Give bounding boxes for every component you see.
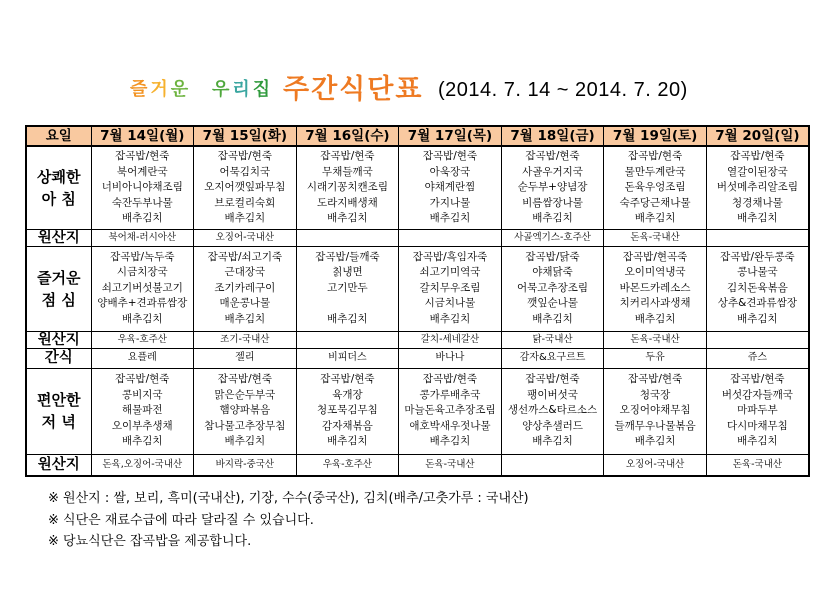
menu-item: 배추김치: [121, 435, 163, 448]
menu-item: 다시마채무침: [726, 419, 788, 432]
menu-item: 배추김치: [737, 212, 778, 224]
menu-item: 배추김치: [429, 312, 471, 325]
meal-label-line: 즐거운: [37, 268, 81, 287]
menu-item: 배추김치: [224, 212, 266, 224]
dinner-cell-tue: [194, 368, 297, 454]
menu-item: 배추김치: [121, 212, 163, 224]
menu-item: 잡곡밥/현죽: [627, 150, 683, 162]
menu-item: 잡곡밥/현죽: [217, 150, 272, 162]
origin-cell-thu: 갈치-세네갈산: [399, 331, 502, 348]
menu-item: 비름쌈장나물: [522, 196, 583, 209]
menu-item: 배추김치: [737, 435, 778, 448]
menu-item: 해물파전: [121, 404, 163, 417]
header-row: [26, 126, 809, 146]
menu-item: 잡곡밥/현죽: [217, 373, 272, 386]
menu-item: 양상추샐러드: [522, 419, 583, 432]
breakfast-cell-tue: [194, 146, 297, 229]
menu-item: 배추김치: [634, 212, 676, 224]
menu-item: 잡곡밥/현죽: [320, 150, 375, 162]
menu-item: 배추김치: [429, 212, 471, 224]
dinner-cell-mon: [91, 368, 194, 454]
menu-item: 치커리사과생채: [619, 297, 691, 310]
menu-item: 매운콩나물: [219, 297, 271, 310]
menu-item: 버섯메추리알조림: [716, 181, 798, 193]
origin-cell-sat: 돈육-국내산: [604, 331, 707, 348]
menu-item: 배추김치: [121, 312, 163, 325]
menu-item: 오이부추생채: [111, 419, 173, 432]
menu-item: 배추김치: [532, 435, 573, 448]
breakfast-cell-sun: [706, 146, 809, 229]
menu-item: 돈육우엉조림: [624, 181, 686, 193]
origin-label: 원산지: [26, 229, 91, 246]
meal-label-line: 점 심: [41, 290, 76, 309]
meal-label-line: 상쾌한: [37, 167, 81, 186]
origin-cell-sun: [706, 229, 809, 246]
origin-cell-mon: 우육-호주산: [91, 331, 194, 348]
menu-item: 배추김치: [224, 435, 266, 448]
day-header-sat: 7월 19일(토): [604, 126, 707, 146]
note-line: ※ 당뇨식단은 잡곡밥을 제공합니다.: [48, 534, 252, 549]
dinner-cell-wed: [296, 368, 399, 454]
origin-cell-wed: [296, 331, 399, 348]
day-header-label: 요일: [26, 126, 91, 146]
origin-cell-sun: [706, 331, 809, 348]
day-header-fri: 7월 18일(금): [501, 126, 604, 146]
lunch-cell-fri: [501, 246, 604, 331]
menu-item: 시금치장국: [116, 266, 168, 279]
menu-item: 잡곡밥/녹두죽: [110, 250, 175, 263]
menu-item: 양배추+견과류쌈장: [97, 297, 188, 310]
snack-cell-sat: 두유: [604, 348, 707, 368]
snack-cell-tue: 젤리: [194, 348, 297, 368]
menu-item: 배추김치: [327, 312, 368, 325]
logo-char: 리: [232, 79, 250, 100]
menu-item: 야채계란찜: [424, 181, 476, 193]
origin-cell-thu: [399, 229, 502, 246]
menu-item: 김치돈육볶음: [726, 281, 788, 294]
menu-item: 배추김치: [327, 435, 368, 448]
dinner-label: [26, 368, 91, 454]
menu-item: 오지어깻잎파무침: [204, 181, 286, 193]
breakfast-cell-sat: [604, 146, 707, 229]
menu-item: 열갈이된장국: [726, 165, 788, 178]
menu-item: 콩비지국: [121, 388, 163, 401]
snack-cell-wed: 비피더스: [296, 348, 399, 368]
snack-label: 간식: [26, 348, 91, 368]
lunch-cell-sat: [604, 246, 707, 331]
menu-item: 마늘돈육고추장조림: [404, 404, 496, 417]
menu-item: 잡곡밥/현죽: [115, 150, 170, 162]
menu-item: 시금치나물: [424, 297, 476, 310]
menu-item: 햄양파볶음: [219, 404, 271, 417]
lunch-cell-sun: [706, 246, 809, 331]
menu-item: 배추김치: [224, 312, 266, 325]
logo-char: 즐: [130, 79, 148, 100]
menu-item: 참나물고추장무침: [204, 419, 286, 432]
origin-cell-thu: 돈육-국내산: [399, 454, 502, 476]
menu-item: 감자채볶음: [322, 419, 373, 432]
origin-cell-wed: 우육-호주산: [296, 454, 399, 476]
breakfast-row: [26, 146, 809, 229]
menu-item: 갈치무우조림: [419, 281, 481, 294]
menu-item: 시래기꽁치캔조림: [306, 181, 388, 193]
menu-item: 팽이버섯국: [527, 388, 578, 401]
lunch-cell-mon: [91, 246, 194, 331]
menu-item: 잡곡밥/쇠고기죽: [207, 250, 283, 263]
breakfast-cell-fri: [501, 146, 604, 229]
menu-item: [297, 296, 399, 312]
menu-item: 잡곡밥/들깨죽: [315, 250, 380, 263]
origin-cell-tue: 바지락-중국산: [194, 454, 297, 476]
menu-item: 너비아니야채조림: [101, 181, 183, 193]
menu-item: 깻잎순나물: [527, 297, 578, 310]
menu-item: 어묵김치국: [219, 165, 271, 178]
menu-item: 쇠고기미역국: [419, 266, 481, 279]
dinner-cell-thu: [399, 368, 502, 454]
snack-cell-mon: 요플레: [91, 348, 194, 368]
menu-item: 잡곡밥/현죽: [730, 150, 785, 162]
menu-item: 콩나물국: [737, 266, 778, 279]
menu-item: 브로컬리숙회: [214, 196, 276, 209]
page-title: 주간식단표: [283, 74, 424, 105]
menu-item: 바몬드카레소스: [619, 281, 691, 294]
note-line: ※ 식단은 재료수급에 따라 달라질 수 있습니다.: [48, 512, 314, 528]
menu-item: 잡곡밥/흑임자죽: [412, 250, 488, 263]
menu-item: 고기만두: [327, 281, 368, 294]
origin-cell-sat: 돈육-국내산: [604, 229, 707, 246]
menu-item: 칡냉면: [332, 266, 363, 279]
menu-item: 북어계란국: [116, 165, 168, 178]
menu-item: 버섯감자들깨국: [721, 388, 793, 401]
menu-item: 조기카레구이: [214, 281, 276, 294]
breakfast-cell-wed: [296, 146, 399, 229]
dinner-origin-row: [26, 454, 809, 476]
menu-item: 배추김치: [737, 312, 778, 325]
origin-cell-sat: 오징어-국내산: [604, 454, 707, 476]
origin-label: 원산지: [26, 331, 91, 348]
menu-item: 배추김치: [634, 312, 676, 325]
meal-label-line: 저 녁: [41, 413, 76, 431]
origin-cell-fri: 닭-국내산: [501, 331, 604, 348]
menu-item: 숙주당근채나물: [619, 196, 691, 209]
menu-item: 마파두부: [737, 404, 778, 417]
dinner-row: [26, 368, 809, 454]
day-header-mon: 7월 14일(월): [91, 126, 194, 146]
menu-item: 애호박새우젓나물: [409, 419, 491, 432]
menu-item: 잡곡밥/현죽: [422, 373, 478, 386]
menu-item: 들깨무우나물볶음: [614, 419, 696, 432]
menu-item: 잡곡밥/현죽: [115, 373, 170, 386]
dinner-cell-fri: [501, 368, 604, 454]
menu-item: 오징어야채무침: [619, 404, 691, 417]
menu-item: 맑은순두부국: [214, 388, 276, 401]
menu-item: 배추김치: [429, 435, 471, 448]
menu-item: 어묵고추장조림: [517, 281, 589, 294]
lunch-cell-thu: [399, 246, 502, 331]
breakfast-origin-row: [26, 229, 809, 246]
origin-cell-mon: 북어채-러시아산: [91, 229, 194, 246]
menu-item: 잡곡밥/현죽: [422, 150, 478, 162]
origin-cell-sun: 돈육-국내산: [706, 454, 809, 476]
day-header-tue: 7월 15일(화): [194, 126, 297, 146]
logo-char: 집: [252, 79, 271, 100]
lunch-cell-tue: [194, 246, 297, 331]
logo-char: 운: [170, 79, 189, 100]
menu-item: 순두부+양념장: [517, 181, 588, 193]
day-header-wed: 7월 16일(수): [296, 126, 399, 146]
breakfast-label: [26, 146, 91, 229]
menu-item: 청포묵김무침: [316, 404, 378, 417]
menu-item: 생선까스&타르소스: [507, 404, 598, 417]
menu-item: 잡곡밥/현죽: [525, 373, 580, 386]
logo-char: 거: [150, 79, 168, 100]
menu-item: 육개장: [332, 388, 363, 401]
menu-item: 물만두계란국: [624, 165, 686, 178]
menu-item: 상추&견과류쌈장: [717, 297, 797, 310]
lunch-origin-row: [26, 331, 809, 348]
menu-item: 오이미역냉국: [624, 266, 686, 279]
menu-item: 잡곡밥/현죽: [627, 373, 683, 386]
menu-item: 잡곡밥/닭죽: [525, 250, 580, 263]
menu-item: 근대장국: [224, 266, 266, 279]
menu-item: 도라지배생채: [316, 196, 378, 209]
origin-cell-fri: [501, 454, 604, 476]
origin-cell-wed: [296, 229, 399, 246]
lunch-row: [26, 246, 809, 331]
origin-label: 원산지: [26, 454, 91, 476]
menu-item: 청국장: [639, 388, 671, 401]
origin-cell-fri: 사골엑기스-호주산: [501, 229, 604, 246]
lunch-cell-wed: [296, 246, 399, 331]
snack-cell-fri: 감자&요구르트: [501, 348, 604, 368]
origin-cell-mon: 돈육,오징어-국내산: [91, 454, 194, 476]
menu-item: 잡곡밥/현죽: [320, 373, 375, 386]
snack-row: [26, 348, 809, 368]
origin-cell-tue: 오징어-국내산: [194, 229, 297, 246]
origin-cell-tue: 조기-국내산: [194, 331, 297, 348]
menu-item: 야채닭죽: [532, 266, 573, 279]
menu-item: 배추김치: [634, 435, 676, 448]
meal-label-line: 아 침: [41, 189, 76, 208]
dinner-cell-sun: [706, 368, 809, 454]
menu-item: 잡곡밥/현죽: [525, 150, 580, 162]
dinner-cell-sat: [604, 368, 707, 454]
menu-item: 가지나물: [429, 196, 471, 209]
menu-item: 배추김치: [532, 312, 573, 325]
note-line: ※ 원산지 : 쌀, 보리, 흑미(국내산), 기장, 수수(중국산), 김치(배추/고춧가루 : 국내산): [48, 491, 529, 506]
date-range: (2014. 7. 14 ~ 2014. 7. 20): [438, 79, 688, 101]
meal-label-line: 편안한: [37, 391, 81, 409]
menu-item: 배추김치: [327, 212, 368, 224]
snack-cell-thu: 바나나: [399, 348, 502, 368]
breakfast-cell-thu: [399, 146, 502, 229]
menu-item: 청경채나물: [732, 196, 783, 209]
lunch-label: [26, 246, 91, 331]
day-header-sun: 7월 20일(일): [706, 126, 809, 146]
logo-word-1: [130, 78, 191, 102]
menu-item: 배추김치: [532, 212, 573, 224]
day-header-thu: 7월 17일(목): [399, 126, 502, 146]
snack-cell-sun: 쥬스: [706, 348, 809, 368]
footnotes: [48, 488, 529, 553]
breakfast-cell-mon: [91, 146, 194, 229]
menu-item: 무채들깨국: [322, 165, 373, 178]
menu-item: 잡곡밥/완두콩죽: [720, 250, 795, 263]
menu-item: 콩가루배추국: [419, 388, 481, 401]
menu-item: 잡곡밥/현죽: [730, 373, 785, 386]
menu-item: 사골우거지국: [522, 165, 583, 178]
weekly-menu-table: [25, 125, 810, 477]
menu-item: 숙잔두부나물: [111, 196, 173, 209]
menu-item: 잡곡밥/현곡죽: [622, 250, 688, 263]
logo-word-2: [212, 78, 273, 102]
menu-item: 쇠고기버섯불고기: [101, 281, 183, 294]
menu-item: 아욱장국: [429, 165, 471, 178]
logo-char: 우: [212, 79, 230, 100]
